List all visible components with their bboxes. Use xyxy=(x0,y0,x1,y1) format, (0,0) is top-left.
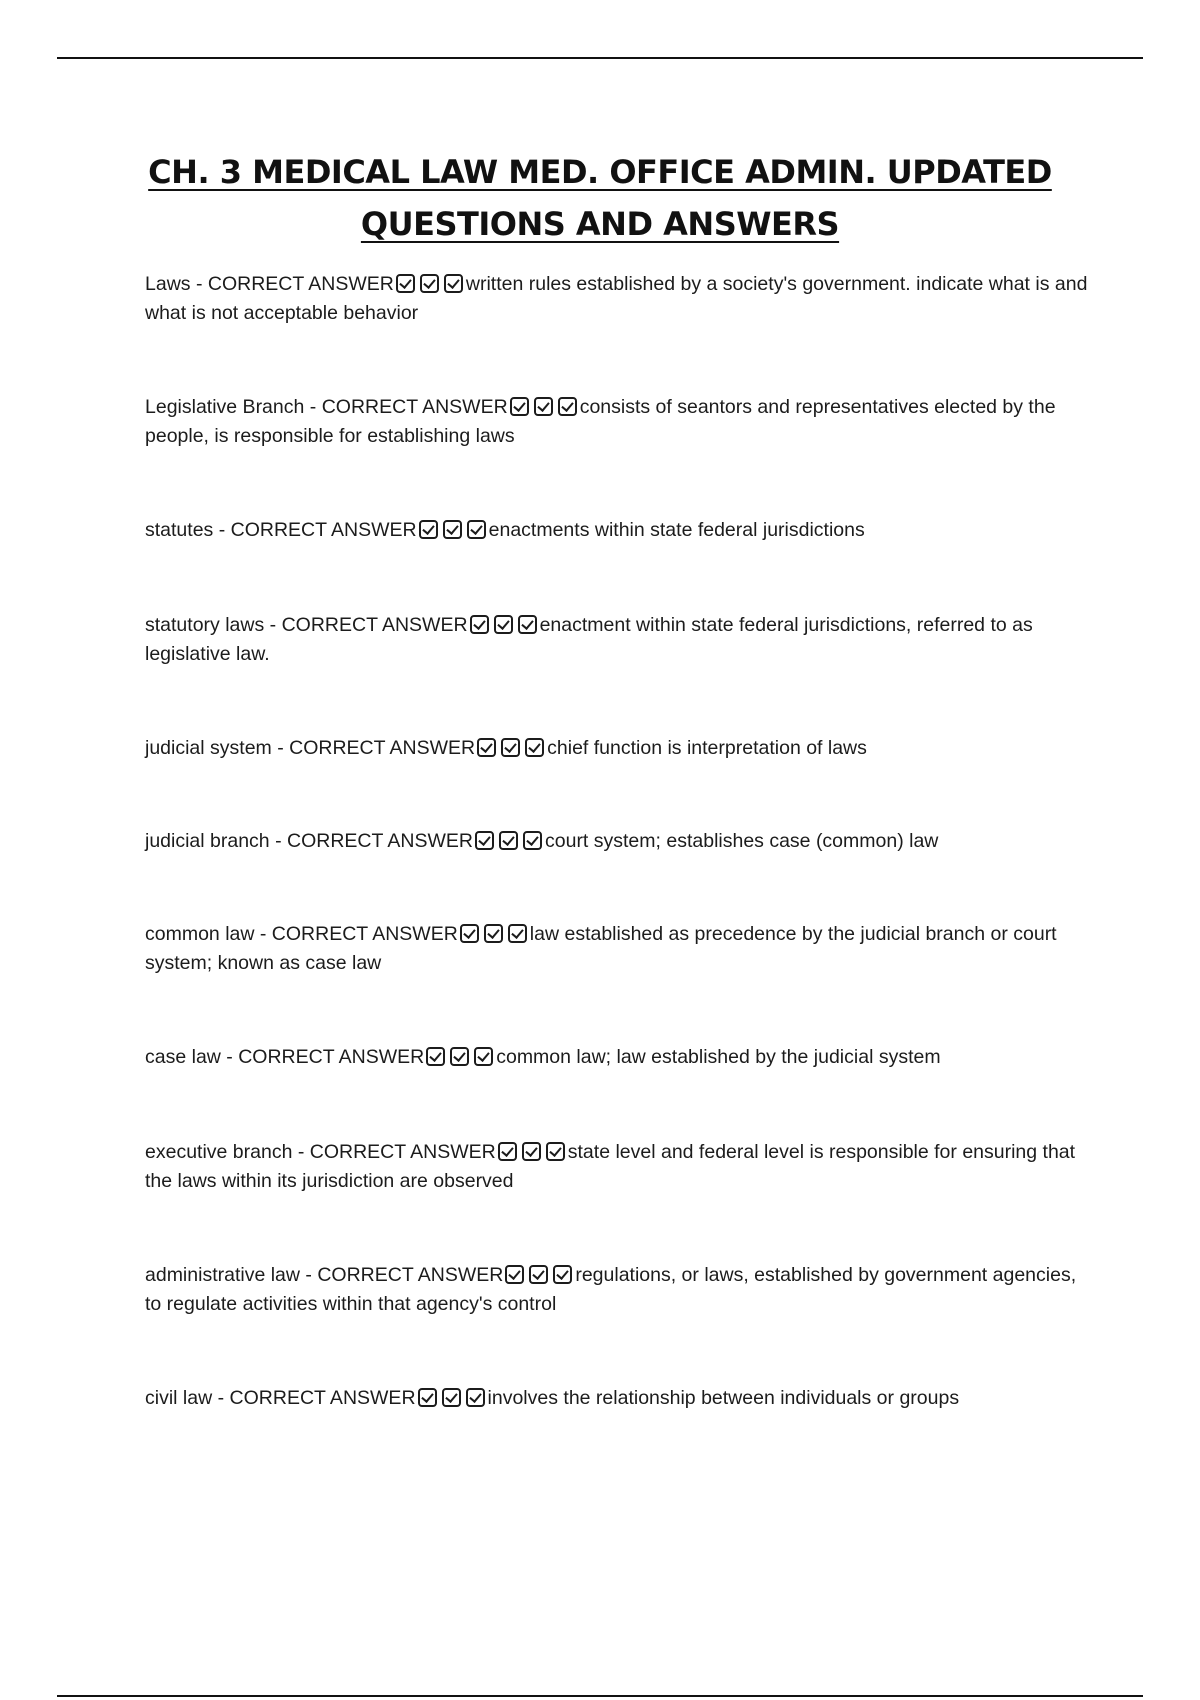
entry-term: Legislative Branch xyxy=(145,396,305,418)
entry-term: civil law xyxy=(145,1387,213,1409)
entry-answer: involves the relationship between individuals or groups xyxy=(487,1387,960,1409)
checkmarks xyxy=(458,923,530,945)
top-rule xyxy=(57,57,1143,59)
entry-marker: CORRECT ANSWER xyxy=(271,923,458,945)
checkbox-check-icon xyxy=(525,738,544,757)
checkbox-check-icon xyxy=(484,924,503,943)
checkbox-check-icon xyxy=(523,831,542,850)
qa-entry-case-law: case law - CORRECT ANSWER common law; law established by the judicial system xyxy=(145,1046,941,1068)
checkbox-check-icon xyxy=(534,397,553,416)
checkbox-check-icon xyxy=(474,1047,493,1066)
qa-entry-judicial-branch: judicial branch - CORRECT ANSWER court system; establishes case (common) law xyxy=(145,830,939,852)
document-title xyxy=(60,146,1140,250)
checkbox-check-icon xyxy=(494,615,513,634)
checkbox-check-icon xyxy=(546,1142,565,1161)
entry-marker: CORRECT ANSWER xyxy=(281,614,468,636)
checkbox-check-icon xyxy=(522,1142,541,1161)
checkbox-check-icon xyxy=(553,1265,572,1284)
entry-marker: CORRECT ANSWER xyxy=(230,519,417,541)
qa-entry-executive-branch: executive branch - CORRECT ANSWER state level and federal level is responsible for ensuring that the laws within its jurisdiction are observed xyxy=(145,1141,1076,1192)
checkbox-check-icon xyxy=(420,274,439,293)
checkbox-check-icon xyxy=(419,520,438,539)
qa-entry-legislative-branch: Legislative Branch - CORRECT ANSWER consists of seantors and representatives elected by the people, is responsible for establishing laws xyxy=(145,396,1056,447)
entry-answer: enactment within state federal jurisdictions, referred to as legislative law. xyxy=(145,614,1033,665)
checkbox-check-icon xyxy=(498,1142,517,1161)
entry-term: administrative law xyxy=(145,1264,300,1286)
bottom-rule xyxy=(57,1695,1143,1697)
entry-answer: court system; establishes case (common) law xyxy=(545,830,939,852)
entry-term: judicial system xyxy=(145,737,272,759)
checkbox-check-icon xyxy=(505,1265,524,1284)
entry-answer: common law; law established by the judicial system xyxy=(496,1046,941,1068)
checkbox-check-icon xyxy=(499,831,518,850)
title-line-1: CH. 3 MEDICAL LAW MED. OFFICE ADMIN. UPDATED xyxy=(148,153,1052,191)
entry-answer: enactments within state federal jurisdictions xyxy=(488,519,865,541)
entry-marker: CORRECT ANSWER xyxy=(229,1387,416,1409)
checkbox-check-icon xyxy=(418,1388,437,1407)
checkbox-check-icon xyxy=(450,1047,469,1066)
entry-marker: CORRECT ANSWER xyxy=(309,1141,496,1163)
checkbox-check-icon xyxy=(508,924,527,943)
checkmarks xyxy=(417,519,489,541)
checkmarks xyxy=(508,396,580,418)
entry-term: statutory laws xyxy=(145,614,265,636)
entry-answer: law established as precedence by the judicial branch or court system; known as case law xyxy=(145,923,1057,974)
checkbox-check-icon xyxy=(470,615,489,634)
entry-marker: CORRECT ANSWER xyxy=(289,737,476,759)
entry-term: executive branch xyxy=(145,1141,293,1163)
checkbox-check-icon xyxy=(518,615,537,634)
checkbox-check-icon xyxy=(467,520,486,539)
checkbox-check-icon xyxy=(426,1047,445,1066)
entry-term: case law xyxy=(145,1046,221,1068)
checkbox-check-icon xyxy=(475,831,494,850)
entry-term: common law xyxy=(145,923,255,945)
entry-answer: state level and federal level is responsible for ensuring that the laws within its jurisdiction are observed xyxy=(145,1141,1076,1192)
checkmarks xyxy=(473,830,545,852)
qa-entry-statutes: statutes - CORRECT ANSWER enactments within state federal jurisdictions xyxy=(145,519,865,541)
checkbox-check-icon xyxy=(558,397,577,416)
checkbox-check-icon xyxy=(442,1388,461,1407)
checkmarks xyxy=(468,614,540,636)
entry-answer: consists of seantors and representatives elected by the people, is responsible for establishing laws xyxy=(145,396,1056,447)
checkmarks xyxy=(394,273,466,295)
entry-marker: CORRECT ANSWER xyxy=(207,273,394,295)
qa-entry-administrative-law: administrative law - CORRECT ANSWER regulations, or laws, established by government agencies, to regulate activities within that agency's control xyxy=(145,1264,1077,1315)
checkbox-check-icon xyxy=(396,274,415,293)
checkbox-check-icon xyxy=(501,738,520,757)
checkbox-check-icon xyxy=(444,274,463,293)
qa-entry-judicial-system: judicial system - CORRECT ANSWER chief function is interpretation of laws xyxy=(145,737,867,759)
entry-marker: CORRECT ANSWER xyxy=(317,1264,504,1286)
qa-entry-statutory-laws: statutory laws - CORRECT ANSWER enactment within state federal jurisdictions, referred to as legislative law. xyxy=(145,614,1033,665)
checkbox-check-icon xyxy=(477,738,496,757)
title-line-2: QUESTIONS AND ANSWERS xyxy=(360,205,840,243)
checkbox-check-icon xyxy=(510,397,529,416)
qa-entry-common-law: common law - CORRECT ANSWER law established as precedence by the judicial branch or court system; known as case law xyxy=(145,923,1057,974)
entry-answer: chief function is interpretation of laws xyxy=(547,737,867,759)
qa-entry-laws: Laws - CORRECT ANSWER written rules established by a society's government. indicate what is and what is not acceptable behavior xyxy=(145,273,1088,324)
checkmarks xyxy=(424,1046,496,1068)
entry-marker: CORRECT ANSWER xyxy=(238,1046,425,1068)
checkmarks xyxy=(416,1387,488,1409)
entry-answer: regulations, or laws, established by government agencies, to regulate activities within that agency's control xyxy=(145,1264,1077,1315)
checkbox-check-icon xyxy=(466,1388,485,1407)
entry-marker: CORRECT ANSWER xyxy=(321,396,508,418)
checkmarks xyxy=(496,1141,568,1163)
checkmarks xyxy=(475,737,547,759)
checkbox-check-icon xyxy=(529,1265,548,1284)
qa-entry-civil-law: civil law - CORRECT ANSWER involves the relationship between individuals or groups xyxy=(145,1387,960,1409)
entry-answer: written rules established by a society's government. indicate what is and what is not acceptable behavior xyxy=(145,273,1088,324)
entry-term: statutes xyxy=(145,519,214,541)
checkbox-check-icon xyxy=(443,520,462,539)
entry-marker: CORRECT ANSWER xyxy=(287,830,473,852)
entry-term: judicial branch xyxy=(145,830,270,852)
checkbox-check-icon xyxy=(460,924,479,943)
checkmarks xyxy=(503,1264,575,1286)
entry-term: Laws xyxy=(145,273,191,295)
